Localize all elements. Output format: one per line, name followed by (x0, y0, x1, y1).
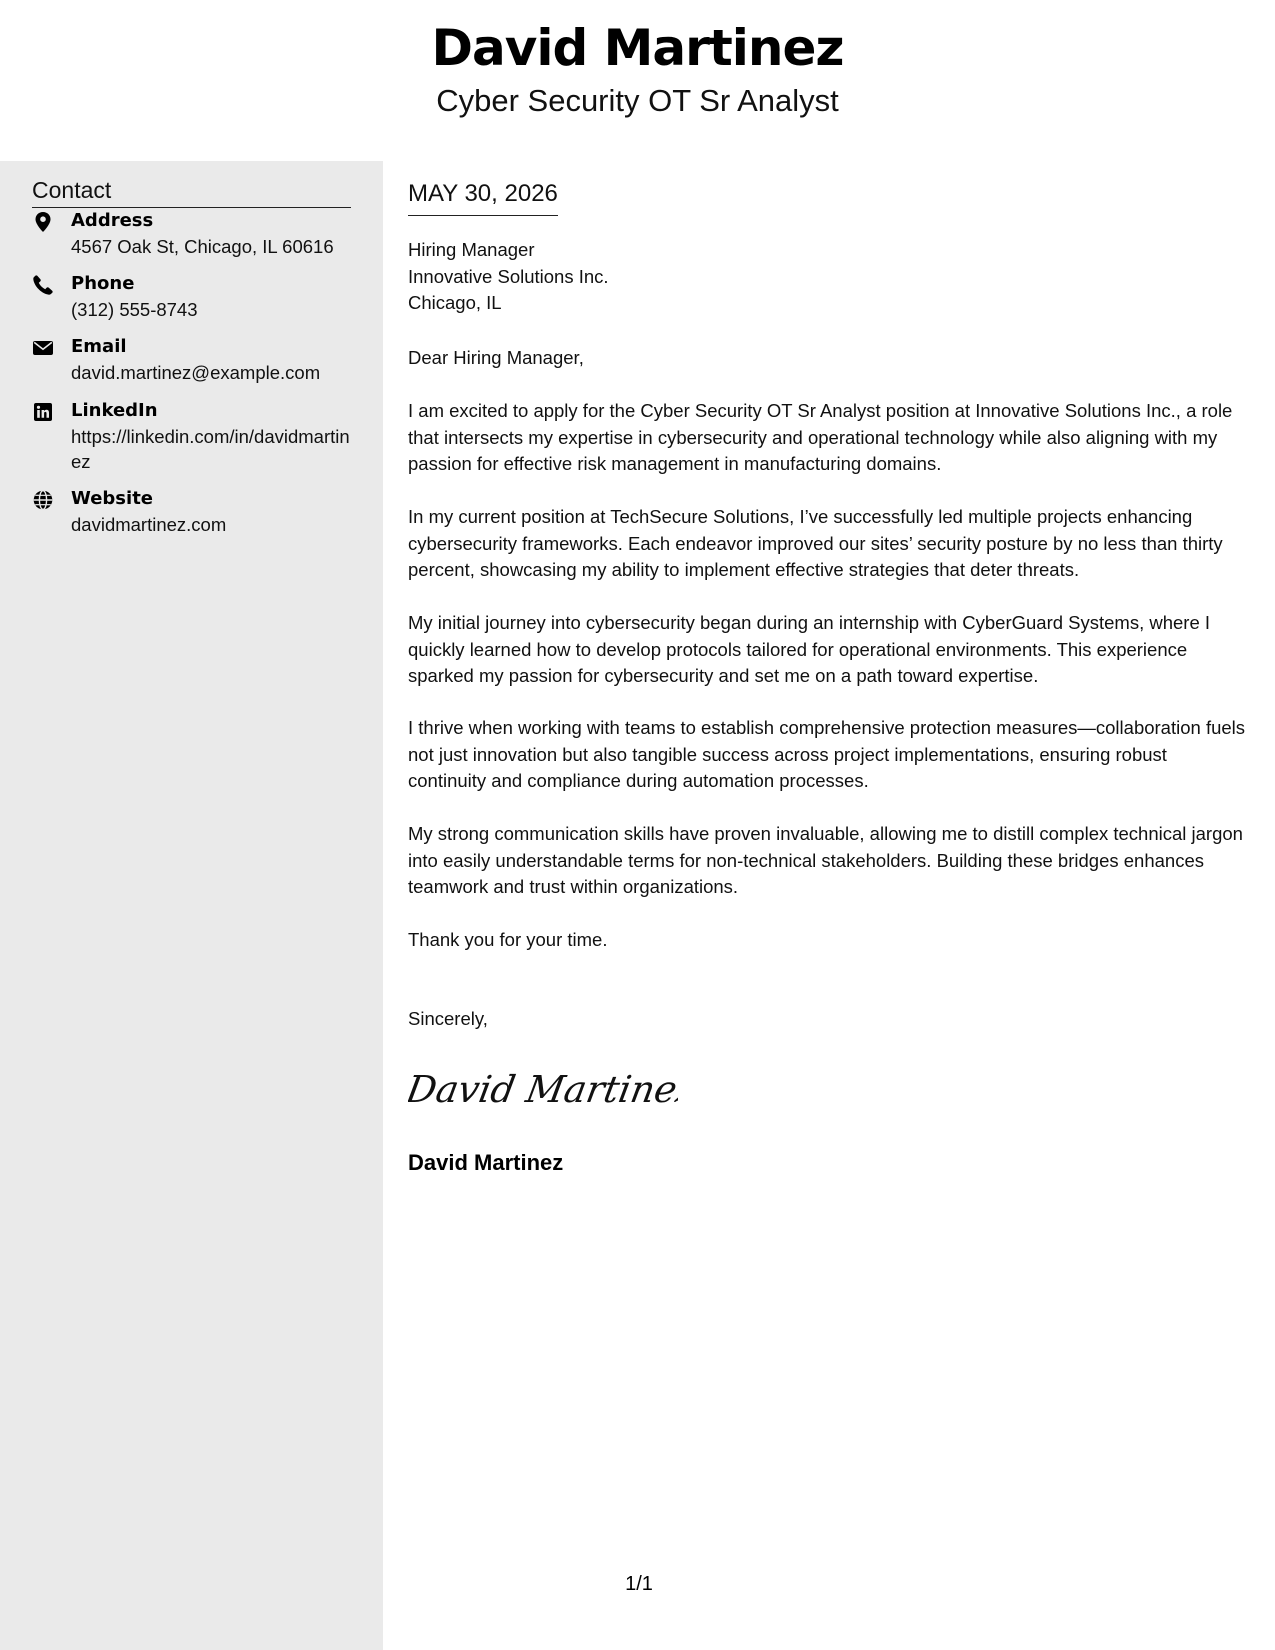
contact-label: Address (71, 210, 154, 231)
letter-paragraph: My strong communication skills have proven invaluable, allowing me to distill complex technical jargon into easily understandable terms for non-technical stakeholders. Building these bridges enhances teamwork and trust within organizations. (408, 823, 1243, 897)
signer-name: David Martinez (408, 1150, 564, 1175)
letter-header (0, 0, 1275, 161)
recipient-line: Innovative Solutions Inc. (408, 265, 609, 287)
salutation: Dear Hiring Manager, (408, 347, 584, 368)
page-number: 1/1 (625, 1573, 653, 1595)
contact-value: 4567 Oak St, Chicago, IL 60616 (71, 236, 334, 257)
location-pin-icon (32, 211, 54, 233)
contact-value: https://linkedin.com/in/davidmartinez (71, 426, 350, 472)
recipient-line: Chicago, IL (408, 292, 502, 313)
phone-icon (32, 274, 54, 296)
letter-paragraph: My initial journey into cybersecurity began during an internship with CyberGuard Systems, where I quickly learned how to develop protocols tailored for operational environments. This experience sparked my passion for cybersecurity and set me on a path toward expertise. (408, 612, 1211, 686)
letter-paragraph: In my current position at TechSecure Solutions, I’ve successfully led multiple projects enhancing cybersecurity frameworks. Each endeavor improved our sites’ security posture by no less than thirty percent, showcasing my ability to implement effective strategies that deter threats. (408, 506, 1223, 580)
recipient-block (408, 237, 609, 317)
contact-sidebar (0, 161, 383, 1650)
contact-label: Phone (71, 273, 135, 294)
envelope-icon (32, 337, 54, 359)
contact-label: Website (71, 488, 154, 509)
contact-label: Email (71, 336, 127, 357)
globe-icon (32, 489, 54, 511)
contact-label: LinkedIn (71, 400, 158, 421)
applicant-name: David Martinez (431, 19, 844, 77)
handwritten-signature (408, 1060, 678, 1125)
contact-value: davidmartinez.com (71, 514, 227, 535)
signature-text: David Martinez (408, 1067, 678, 1111)
contact-value: david.martinez@example.com (71, 362, 321, 383)
letter-paragraph: I thrive when working with teams to establish comprehensive protection measures—collaboration fuels not just innovation but also tangible success across project implementations, ensuring robust continuity and compliance during automation processes. (408, 717, 1246, 791)
letter-paragraph: I am excited to apply for the Cyber Security OT Sr Analyst position at Innovative Solutions Inc., a role that intersects my expertise in cybersecurity and operational technology while also aligning with my passion for effective risk management in manufacturing domains. (408, 400, 1233, 474)
letter-paragraph: Thank you for your time. (408, 929, 608, 950)
contact-heading: Contact (32, 175, 351, 208)
recipient-line: Hiring Manager (408, 239, 535, 260)
applicant-job-title: Cyber Security OT Sr Analyst (436, 83, 839, 118)
contact-value: (312) 555-8743 (71, 299, 198, 320)
linkedin-icon (32, 401, 54, 423)
letter-date: MAY 30, 2026 (408, 179, 558, 216)
closing: Sincerely, (408, 1008, 488, 1029)
